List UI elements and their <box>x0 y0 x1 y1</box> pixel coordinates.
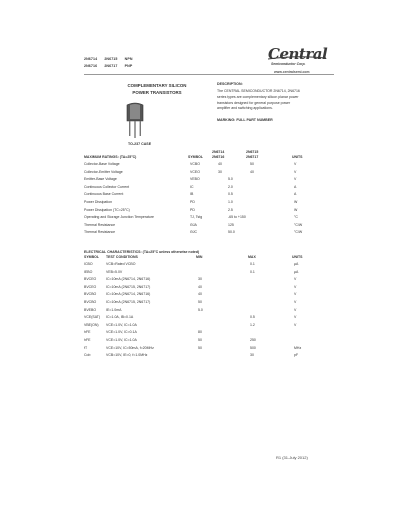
rating-unit: V <box>294 162 297 166</box>
elec-symbol: BVCEO <box>84 277 97 282</box>
elec-condition: VCE=1.0V, IC=0.1A <box>106 330 137 335</box>
description-line: transistors designed for general purpose power <box>217 100 291 105</box>
elec-condition: IC=10mA (2N6714, 2N6716) <box>106 277 151 282</box>
electrical-table <box>84 250 334 450</box>
rating-unit: °C/W <box>294 222 303 227</box>
rating-value: -65 to +150 <box>228 215 246 220</box>
col-part1-bottom: 2N6716 <box>212 155 225 159</box>
website-url: www.centralsemi.com <box>274 70 310 74</box>
rating-symbol: IB <box>190 192 194 197</box>
col-part2-bottom: 2N6717 <box>246 155 259 159</box>
elec-condition: VCB=Rated VCBO <box>106 262 136 266</box>
elec-heading: ELECTRICAL CHARACTERISTICS: (TA=25°C unless otherwise noted) <box>84 250 200 254</box>
elec-condition: VCB=10V, IE=0, f=1.0MHz <box>106 353 148 358</box>
logo-swoosh-icon <box>268 56 326 60</box>
elec-condition: IC=10mA (2N6714, 2N6716) <box>106 292 151 297</box>
elec-symbol: Cob <box>84 353 91 358</box>
marking-note: MARKING: FULL PART NUMBER <box>217 118 273 122</box>
rating-value: 40 <box>218 162 222 166</box>
elec-condition: VEB=5.0V <box>106 269 123 274</box>
elec-symbol: fT <box>84 345 88 350</box>
part-number: 2N6717 <box>104 63 118 68</box>
elec-condition: IC=10mA (2N6715, 2N6717) <box>106 284 151 289</box>
elec-condition: VCE=1.0V, IC=1.0A <box>106 338 137 342</box>
elec-symbol: hFE <box>84 338 91 342</box>
rating-symbol: VCEO <box>190 169 200 174</box>
elec-symbol: VCE(SAT) <box>84 315 101 320</box>
logo-word: Central <box>268 45 328 63</box>
col-conditions: TEST CONDITIONS <box>106 255 138 259</box>
transistor-package-icon <box>118 101 152 139</box>
elec-unit: V <box>294 307 297 312</box>
elec-unit: V <box>294 277 297 282</box>
elec-max: 0.1 <box>250 269 255 274</box>
elec-symbol: BVEBO <box>84 307 97 312</box>
rating-parameter: Power Dissipation (TC=25°C) <box>84 207 130 212</box>
col-max: MAX <box>248 255 256 259</box>
col-units: UNITS <box>292 255 303 259</box>
col-symbol: SYMBOL <box>84 255 99 259</box>
elec-min: 50 <box>198 345 202 350</box>
description-heading: DESCRIPTION: <box>217 82 243 86</box>
part-number: 2N6715 <box>104 57 118 61</box>
elec-max: 1.2 <box>250 322 255 327</box>
elec-condition: VCE=1.0V, IC=1.0A <box>106 322 137 327</box>
rating-value: 0.5 <box>228 192 233 197</box>
rating-unit: W <box>294 200 298 204</box>
ratings-heading: MAXIMUM RATINGS: (TA=25°C) <box>84 155 137 159</box>
case-label: TO-237 CASE <box>128 142 152 146</box>
elec-condition: IC=1.0A, IB=0.1A <box>106 315 134 320</box>
rating-value: 2.5 <box>228 207 233 212</box>
rating-unit: A <box>294 192 297 197</box>
rating-unit: V <box>294 177 297 182</box>
rating-value: 30 <box>218 169 222 174</box>
rating-symbol: IC <box>190 184 194 189</box>
col-part2-top: 2N6715 <box>246 150 259 154</box>
description-text <box>217 89 335 112</box>
rating-value: 125 <box>228 222 234 227</box>
rating-symbol: VCBO <box>190 162 200 166</box>
rating-value: 50 <box>250 162 254 166</box>
elec-condition: IE=1.0mA <box>106 307 122 312</box>
elec-max: 250 <box>250 338 256 342</box>
rating-value: 50.0 <box>228 230 235 235</box>
rating-value: 40 <box>250 169 254 174</box>
revision-note: R1 (31-July 2012) <box>276 455 308 460</box>
elec-unit: MHz <box>294 345 302 350</box>
elec-unit: μA <box>294 269 299 274</box>
title-line: COMPLEMENTARY SILICON <box>127 83 187 88</box>
part-number: 2N6716 <box>84 63 98 68</box>
rating-symbol: PD <box>190 207 195 212</box>
rating-parameter: Continuous Base Current <box>84 192 124 197</box>
elec-max: 0.5 <box>250 315 255 320</box>
rating-parameter: Collector-Emitter Voltage <box>84 169 123 174</box>
rating-parameter: Operating and Storage Junction Temperature <box>84 215 154 220</box>
elec-min: 40 <box>198 292 202 297</box>
col-symbol: SYMBOL <box>188 155 203 159</box>
elec-symbol: BVCEO <box>84 284 97 289</box>
description-line: series types are complementary silicon planar power <box>217 94 299 99</box>
rating-symbol: ΘJC <box>190 230 197 235</box>
elec-symbol: hFE <box>84 330 91 335</box>
part-row-pnp <box>84 63 139 70</box>
rating-value: 1.0 <box>228 200 233 204</box>
title-line: POWER TRANSISTORS <box>132 89 182 95</box>
elec-unit: V <box>294 322 297 327</box>
rating-unit: V <box>294 169 297 174</box>
col-units: UNITS <box>292 155 303 159</box>
rating-symbol: PD <box>190 200 195 204</box>
logo-subtitle: Semiconductor Corp. <box>271 62 306 66</box>
rating-parameter: Collector-Base Voltage <box>84 162 120 166</box>
description-line: amplifier and switching applications. <box>217 106 273 111</box>
rating-parameter: Power Dissipation <box>84 200 113 204</box>
description-line: The CENTRAL SEMICONDUCTOR 2N6714, 2N6716 <box>217 89 300 93</box>
elec-unit: V <box>294 300 297 304</box>
elec-symbol: BVCBO <box>84 300 97 304</box>
elec-symbol: VBE(ON) <box>84 322 99 327</box>
elec-condition: VCE=10V, IC=50mA, f=20MHz <box>106 345 154 350</box>
col-part1-top: 2N6714 <box>212 150 225 154</box>
rating-unit: W <box>294 207 298 212</box>
part-number: 2N6714 <box>84 57 98 61</box>
rating-symbol: TJ, Tstg <box>190 215 203 220</box>
rating-symbol: ΘJA <box>190 222 197 227</box>
rating-parameter: Thermal Resistance <box>84 230 116 235</box>
rating-unit: °C <box>294 215 298 220</box>
elec-condition: IC=10mA (2N6715, 2N6717) <box>106 300 151 304</box>
elec-symbol: ICBO <box>84 262 93 266</box>
polarity: PNP <box>124 63 133 68</box>
elec-min: 50 <box>198 300 202 304</box>
elec-unit: V <box>294 284 297 289</box>
rating-unit: °C/W <box>294 230 303 235</box>
elec-unit: V <box>294 292 297 297</box>
elec-max: 500 <box>250 345 256 350</box>
elec-unit: V <box>294 315 297 320</box>
polarity: NPN <box>124 57 133 61</box>
rating-parameter: Continuous Collector Current <box>84 184 130 189</box>
header-divider <box>84 74 334 75</box>
elec-max: 0.1 <box>250 262 255 266</box>
elec-unit: pF <box>294 353 299 358</box>
elec-min: 5.0 <box>198 307 203 312</box>
part-numbers <box>84 56 139 69</box>
elec-min: 80 <box>198 330 202 335</box>
elec-symbol: IEBO <box>84 269 93 274</box>
rating-parameter: Thermal Resistance <box>84 222 116 227</box>
rating-unit: A <box>294 184 297 189</box>
col-min: MIN <box>196 255 203 259</box>
elec-max: 30 <box>250 353 254 358</box>
elec-min: 40 <box>198 284 202 289</box>
rating-symbol: VEBO <box>190 177 200 182</box>
rating-parameter: Emitter-Base Voltage <box>84 177 117 182</box>
rating-value: 2.0 <box>228 184 233 189</box>
elec-unit: μA <box>294 262 299 266</box>
elec-symbol: BVCBO <box>84 292 97 297</box>
elec-min: 30 <box>198 277 202 282</box>
document-title <box>112 83 202 96</box>
elec-min: 50 <box>198 338 202 342</box>
rating-value: 5.0 <box>228 177 233 182</box>
